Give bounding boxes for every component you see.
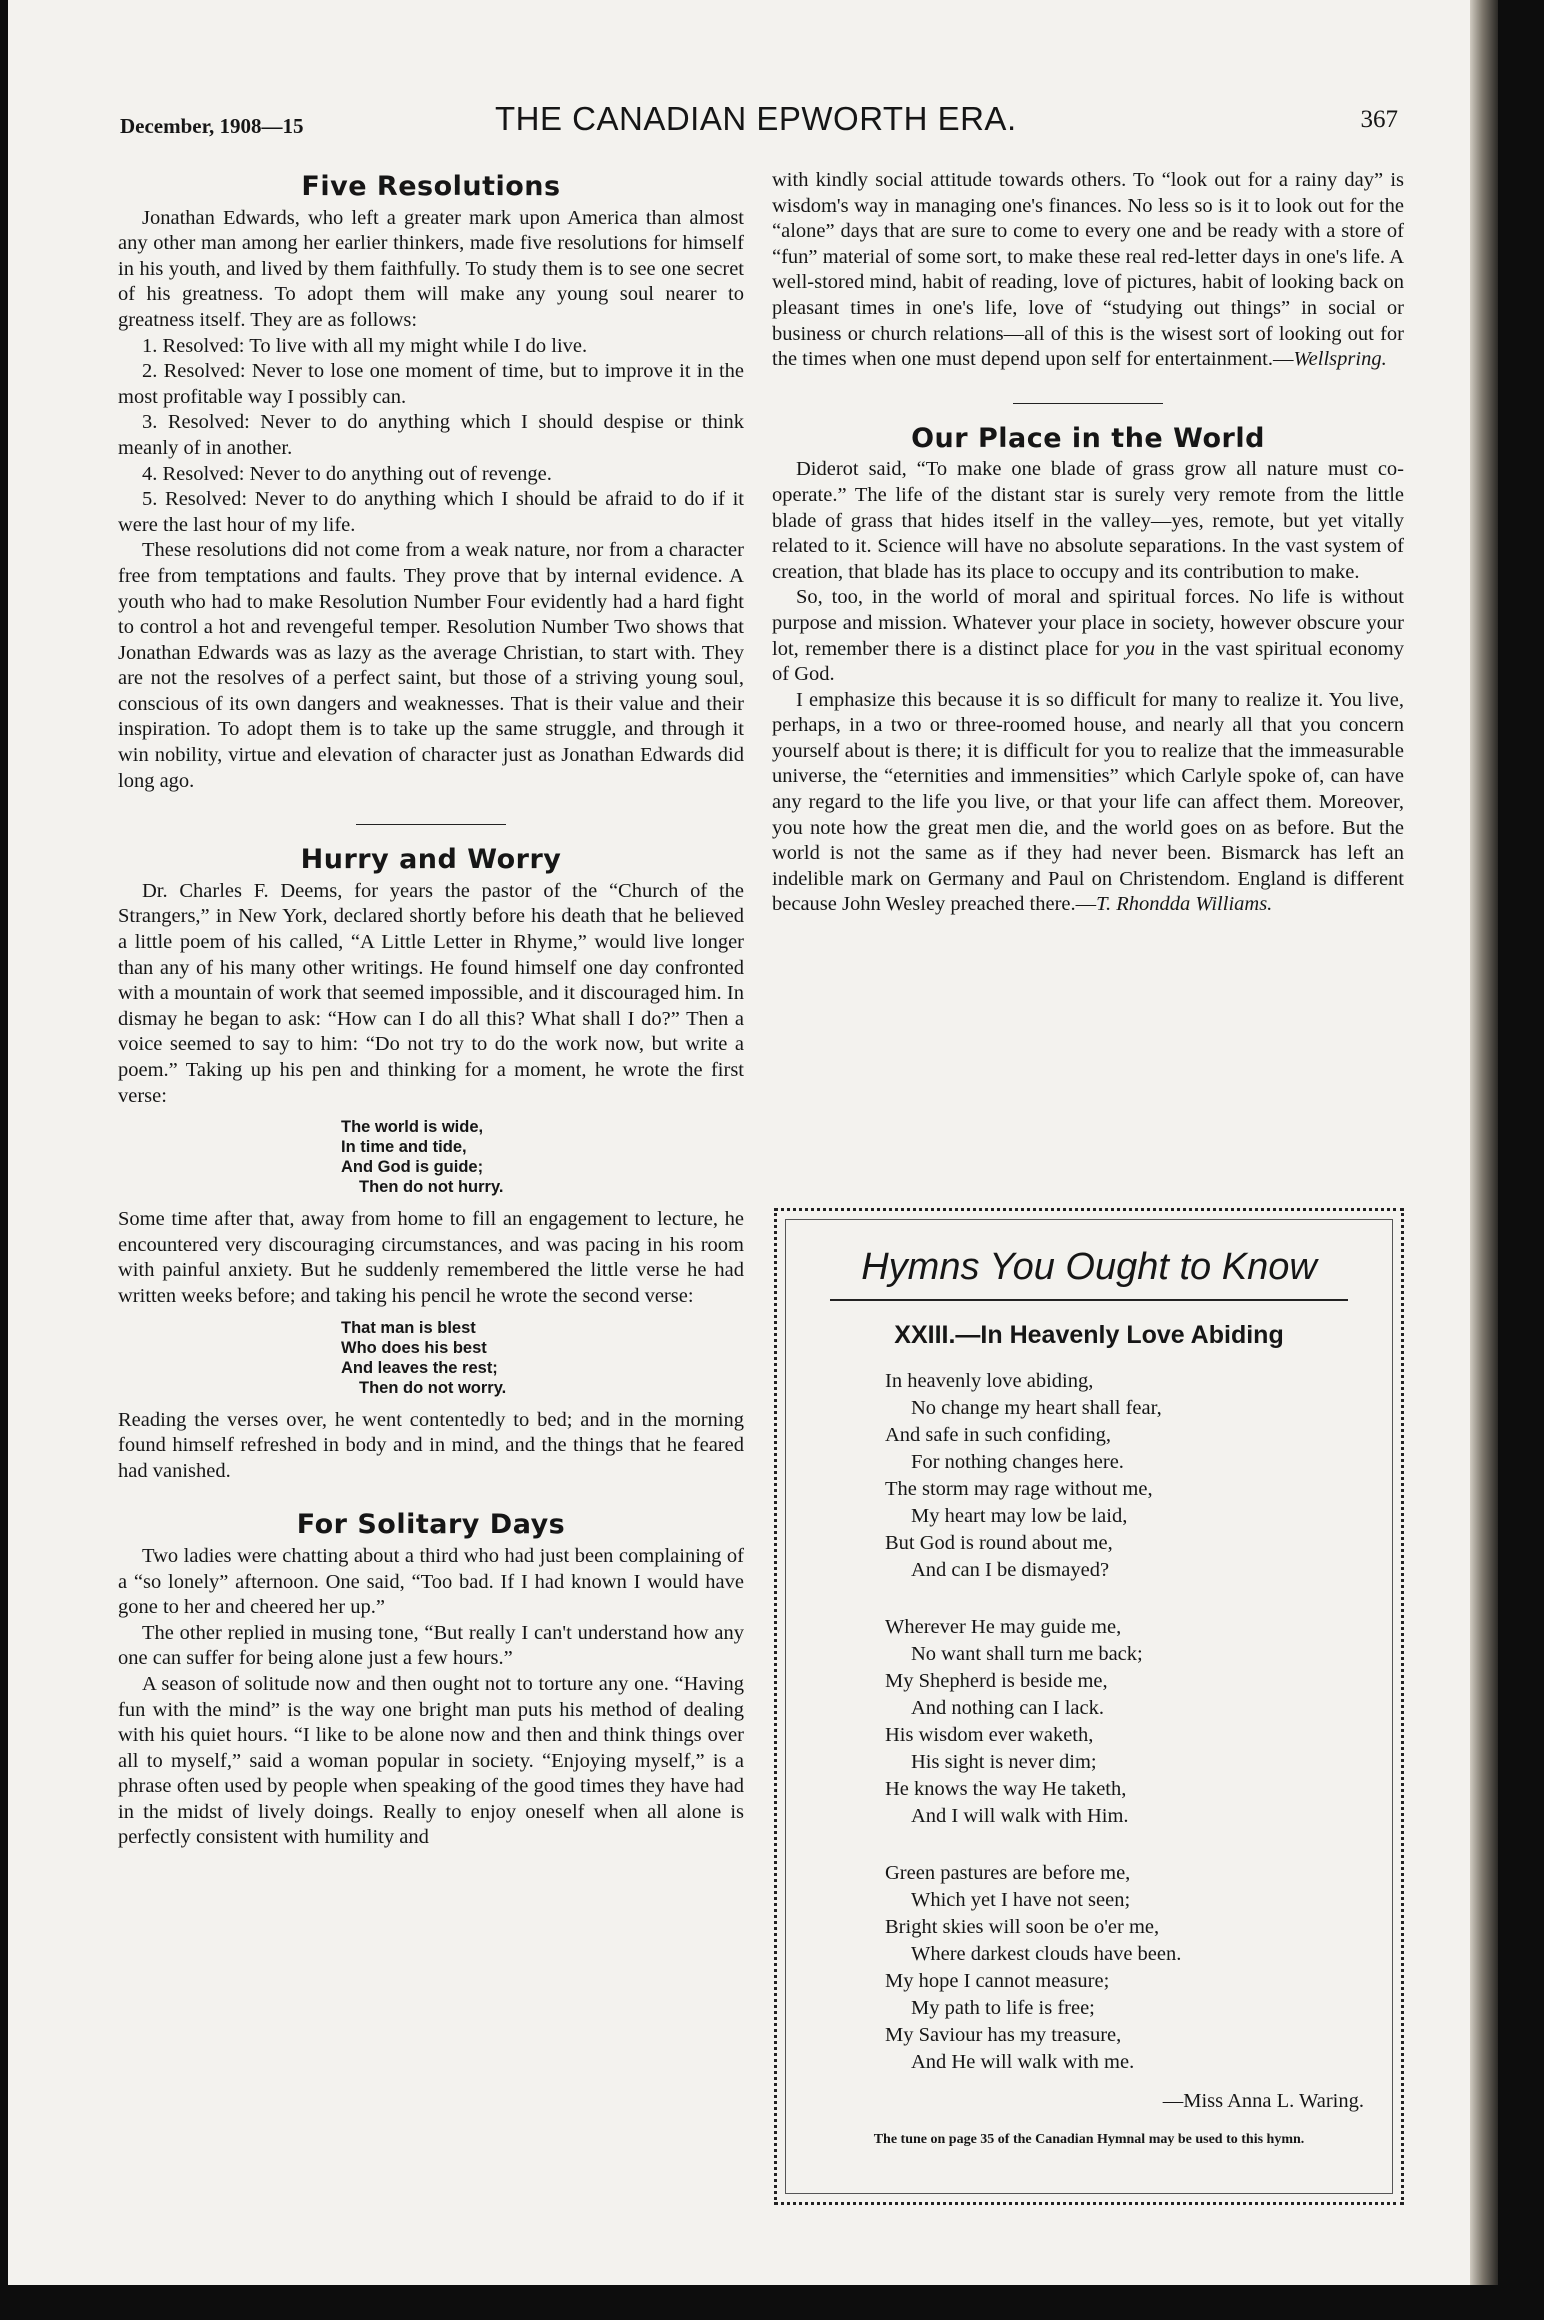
- hymn-line: No change my heart shall fear,: [911, 1397, 1162, 1419]
- five-resolutions-title: Five Resolutions: [301, 171, 561, 202]
- our-place-title: Our Place in the World: [911, 422, 1265, 454]
- verse-line: And God is guide;: [341, 1158, 484, 1177]
- hymn-line: My Saviour has my treasure,: [885, 2024, 1122, 2046]
- hymn-box-inner: [785, 1219, 1393, 2194]
- solitary-days-p1: Two ladies were chatting about a third who had just been complaining of a “so lonely” afternoon. One said, “Too bad. If I had known I would have gone to her and cheered her up.”: [118, 1544, 744, 1619]
- first-verse: [341, 1117, 744, 1197]
- hymn-line: His sight is never dim;: [911, 1751, 1097, 1773]
- hymn-box: [774, 1208, 1404, 2205]
- hymn-line: Which yet I have not seen;: [911, 1889, 1131, 1911]
- hurry-worry-middle: Some time after that, away from home to fill an engagement to lecture, he encountered very discouraging circumstances, and was pacing in his room with painful anxiety. But he suddenly remembered the little verse he had written weeks before; and taking his pencil he wrote the second verse:: [118, 1208, 744, 1307]
- verse-line: That man is blest: [341, 1318, 476, 1337]
- hymn-line: For nothing changes here.: [911, 1451, 1124, 1473]
- right-column: [772, 168, 1404, 918]
- our-place-p3: [772, 688, 1404, 918]
- section-divider: [1013, 403, 1163, 404]
- hymn-line: His wisdom ever waketh,: [885, 1724, 1094, 1746]
- resolution-4: 4. Resolved: Never to do anything out of revenge.: [142, 462, 552, 485]
- hurry-worry-title: Hurry and Worry: [300, 844, 562, 876]
- resolution-5: 5. Resolved: Never to do anything which I should be afraid to do if it were the last hour of my life.: [118, 488, 744, 536]
- hymn-line: And nothing can I lack.: [911, 1697, 1104, 1719]
- hymn-line: And safe in such confiding,: [885, 1424, 1112, 1446]
- hymn-line: And I will walk with Him.: [911, 1805, 1129, 1827]
- page-header: [120, 100, 1398, 150]
- resolution-3: 3. Resolved: Never to do anything which I should despise or think meanly of in another.: [118, 411, 744, 459]
- page-edge-shadow: [1470, 0, 1498, 2285]
- issue-date: December, 1908—15: [120, 114, 304, 138]
- solitary-days-p2: The other replied in musing tone, “But really I can't understand how any one can suffer for being alone just a few hours.”: [118, 1621, 744, 1670]
- verse-line: In time and tide,: [341, 1138, 467, 1157]
- solitary-days-p4: with kindly social attitude towards others. To “look out for a rainy day” is wisdom's way in managing one's finances. No less so is it to look out for the “alone” days that are sure to come to every one and be ready with a store of “fun” material of some sort, to make these real red-letter days in one's life. A well-stored mind, habit of reading, love of pictures, habit of looking back on pleasant times in one's life, love of “studying out things” in social or business or church relations—all of this is the wisest sort of looking out for the times when one must depend upon self for entertainment.—: [772, 169, 1404, 371]
- hymn-line: Bright skies will soon be o'er me,: [885, 1916, 1160, 1938]
- our-place-p3-text: I emphasize this because it is so difficult for many to realize it. You live, perhaps, in a two or three-roomed house, and nearly all that you concern yourself about is there; it is difficult for you to realize that the immeasurable universe, the “eternities and immensities” which Carlyle spoke of, can have any regard to the life you live, or that your life can affect them. Moreover, you note how the great men die, and the world goes on as before. But the world is not the same as if they had never been. Bismarck has left an indelible mark on Germany and Paul on Christendom. England is different because John Wesley preached there.—: [772, 688, 1404, 916]
- five-resolutions-body: These resolutions did not come from a weak nature, nor from a character free from temptations and faults. They prove that by internal evidence. A youth who had to make Resolution Number Four evidently had a hard fight to control a hot and revengeful temper. Resolution Number Two shows that Jonathan Edwards was as lazy as the average Christian, to start with. They are not the resolves of a perfect saint, but those of a striving young soul, conscious of its own dangers and weaknesses. That is their value and their inspiration. To adopt them is to take up the same struggle, and through it win nobility, virtue and elevation of character just as Jonathan Edwards did long ago.: [118, 539, 744, 792]
- hymn-line: My heart may low be laid,: [911, 1505, 1128, 1527]
- williams-credit: T. Rhondda Williams.: [1096, 893, 1273, 916]
- solitary-days-p3: A season of solitude now and then ought not to torture any one. “Having fun with the mind” is the way one bright man puts his method of dealing with his quiet hours. “I like to be alone now and then and think things over all to myself,” said a woman popular in society. “Enjoying myself,” is a phrase often used by people when speaking of the good times they have had in the midst of lively doings. Really to enjoy oneself when all alone is perfectly consistent with humility and: [118, 1672, 744, 1849]
- hymn-line: Green pastures are before me,: [885, 1862, 1131, 1884]
- hurry-worry-intro: Dr. Charles F. Deems, for years the pastor of the “Church of the Strangers,” in New York, declared shortly before his death that he believed a little poem of his called, “A Little Letter in Rhyme,” would live longer than any of his many other writings. He found himself one day confronted with a mountain of work that seemed impossible, and it discouraged him. In dismay he began to ask: “How can I do all this? What shall I do?” Then a voice seemed to say to him: “Do not try to do the work now, but write a poem.” Taking up his pen and thinking for a moment, he wrote the first verse:: [118, 879, 744, 1107]
- verse-line: And leaves the rest;: [341, 1358, 498, 1377]
- resolution-2: 2. Resolved: Never to lose one moment of time, but to improve it in the most profitable way I possibly can.: [118, 360, 744, 408]
- solitary-days-continued: [772, 168, 1404, 373]
- magazine-title: THE CANADIAN EPWORTH ERA.: [495, 100, 1017, 137]
- hymn-box-title: Hymns You Ought to Know: [861, 1246, 1317, 1288]
- our-place-p2-start: So, too, in the world of moral and spiritual forces. No life is without purpose and mission. Whatever your place in society, however obscure your lot, remember there is a distinct place for: [772, 586, 1404, 660]
- hymn-stanza-2: [885, 1614, 1368, 1830]
- hymn-line: In heavenly love abiding,: [885, 1370, 1094, 1392]
- wellspring-credit: Wellspring.: [1293, 348, 1387, 371]
- solitary-days-title: For Solitary Days: [296, 1509, 566, 1541]
- hymn-line: No want shall turn me back;: [911, 1643, 1143, 1665]
- hymn-line: Wherever He may guide me,: [885, 1616, 1122, 1638]
- emphasis-you: you: [1125, 637, 1155, 660]
- second-verse: [341, 1318, 744, 1398]
- magazine-page: [8, 0, 1498, 2285]
- hymn-line: And He will walk with me.: [911, 2051, 1135, 2073]
- hymn-subtitle: XXIII.—In Heavenly Love Abiding: [894, 1321, 1284, 1349]
- hymn-stanza-1: [885, 1368, 1368, 1584]
- five-resolutions-intro: Jonathan Edwards, who left a greater mark upon America than almost any other man among her earlier thinkers, made five resolutions for himself in his youth, and lived by them faithfully. To study them is to see one secret of his greatness. To adopt them will make any young soul nearer to greatness itself. They are as follows:: [118, 206, 744, 331]
- resolution-1: 1. Resolved: To live with all my might while I do live.: [142, 334, 588, 357]
- hymn-line: My path to life is free;: [911, 1997, 1095, 2019]
- our-place-p1: Diderot said, “To make one blade of grass grow all nature must co-operate.” The life of the distant star is surely very remote from the little blade of grass that hides itself in the valley—yes, remote, but yet vitally related to it. Science will have no absolute separations. In the vast system of creation, that blade has its place to occupy and its contribution to make.: [772, 458, 1404, 583]
- page-number: 367: [1360, 106, 1398, 133]
- hymn-line: Where darkest clouds have been.: [911, 1943, 1182, 1965]
- hymn-author: —Miss Anna L. Waring.: [1162, 2090, 1364, 2112]
- verse-line: Who does his best: [341, 1338, 487, 1357]
- hymn-stanza-3: [885, 1860, 1368, 2076]
- hurry-worry-end: Reading the verses over, he went contentedly to bed; and in the morning found himself refreshed in body and in mind, and the things that he feared had vanished.: [118, 1408, 744, 1482]
- our-place-p2-end: in the vast spiritual economy of God.: [772, 637, 1404, 686]
- section-divider: [356, 824, 506, 825]
- verse-line: Then do not hurry.: [359, 1178, 504, 1197]
- hymn-line: But God is round about me,: [885, 1532, 1113, 1554]
- verse-line: Then do not worry.: [359, 1378, 507, 1397]
- hymn-line: He knows the way He taketh,: [885, 1778, 1127, 1800]
- left-column: [118, 168, 744, 1851]
- our-place-p2: [772, 585, 1404, 687]
- hymn-line: And can I be dismayed?: [911, 1559, 1110, 1581]
- verse-line: The world is wide,: [341, 1118, 484, 1137]
- hymn-tune-note: The tune on page 35 of the Canadian Hymnal may be used to this hymn.: [873, 2132, 1305, 2147]
- hymn-line: My hope I cannot measure;: [885, 1970, 1110, 1992]
- hymn-title-rule: [830, 1299, 1348, 1301]
- hymn-line: The storm may rage without me,: [885, 1478, 1153, 1500]
- hymn-line: My Shepherd is beside me,: [885, 1670, 1108, 1692]
